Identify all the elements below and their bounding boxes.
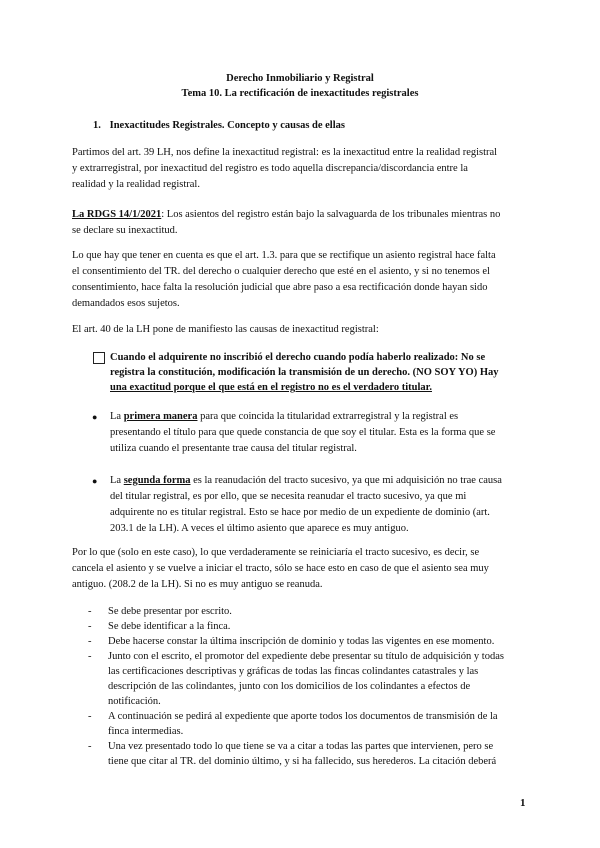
bullet-icon: ● [92,476,98,486]
page-number: 1 [520,797,526,809]
rdgs-reference: La RDGS 14/1/2021 [72,209,162,220]
text-fragment: para que coincida la titularidad extrarregistral y la registral es [197,411,459,422]
text-line: registra la constitución, modificación la transmisión de un derecho. (NO SOY YO) Hay [110,367,499,378]
list-item [88,604,538,619]
checkbox-item-text [110,350,540,395]
text-line: Lo que hay que tener en cuenta es que el art. 1.3. para que se rectifique un asiento registral hace falta [72,250,496,261]
paragraph-consentimiento [72,248,532,312]
bullet-item-segunda [110,473,540,537]
text-line: Cuando el adquirente no inscribió el derecho cuando podía haberlo realizado: No se [110,352,486,363]
requirements-list [88,604,538,769]
dash-marker: - [88,636,92,647]
dash-marker: - [88,711,92,722]
paragraph-art39 [72,145,532,193]
text-line: Una vez presentado todo lo que tiene se va a citar a todas las partes que intervienen, pero se [108,741,494,752]
text-line: : Los asientos del registro están bajo la salvaguarda de los tribunales mientras no [161,209,501,220]
paragraph-rdgs [72,207,532,239]
text-fragment: La [110,475,124,486]
list-item [88,709,538,739]
text-line: adquirente no es titular registral. Esto se hace por medio de un expediente de dominio (art. [110,507,490,518]
text-line: consentimiento, hace falta la resolución judicial que abre paso a esa rectificación donde hayan sido [72,282,488,293]
text-line: demandados esos sujetos. [72,298,180,309]
list-item [88,619,538,634]
text-line: Se debe identificar a la finca. [108,621,231,632]
section-heading [93,120,345,131]
paragraph-art40 [72,322,532,338]
text-line: 203.1 de la LH). A veces el último asiento que aparece es muy antiguo. [110,523,409,534]
text-line: finca intermedias. [108,726,184,737]
text-line: Junto con el escrito, el promotor del expediente debe presentar su título de adquisición y todas [108,651,504,662]
dash-marker: - [88,741,92,752]
text-line: notificación. [108,696,161,707]
text-line: utiliza cuando el presentante trae causa del titular registral. [110,443,357,454]
dash-marker: - [88,651,92,662]
text-line: descripción de las colindantes, junto con los domicilios de los colindantes a efectos de [108,681,471,692]
bullet-item-primera [110,409,540,457]
text-line: Partimos del art. 39 LH, nos define la inexactitud registral: es la inexactitud entre la realidad registral [72,147,498,158]
bullet-icon: ● [92,412,98,422]
text-line: El art. 40 de la LH pone de manifiesto las causas de inexactitud registral: [72,324,379,335]
text-line: presentando el título para que quede constancia de que soy el titular. Esta es la forma que se [110,427,496,438]
text-line: cancela el asiento y se vuelve a iniciar el tracto, sólo se hace esto en caso de que el asiento sea muy [72,563,489,574]
text-line: Por lo que (solo en este caso), lo que verdaderamente se reiniciaría el tracto sucesivo, es decir, se [72,547,480,558]
list-item [88,739,538,769]
dash-marker: - [88,621,92,632]
list-item [88,649,538,709]
text-fragment: es la reanudación del tracto sucesivo, ya que mi adquisición no trae causa [190,475,502,486]
text-line: se declare su inexactitud. [72,225,178,236]
text-fragment: La [110,411,124,422]
checkbox-icon [93,352,105,364]
list-item [88,634,538,649]
text-line: Debe hacerse constar la última inscripción de dominio y todas las vigentes en ese momento. [108,636,495,647]
text-line: el consentimiento del TR. del derecho o cualquier derecho que esté en el asiento, y si no tenemos el [72,266,490,277]
highlight-primera-manera: primera manera [123,411,198,422]
text-line: tiene que citar al TR. del dominio último, y si ha fallecido, sus herederos. La citación deberá [108,756,497,767]
text-line: Se debe presentar por escrito. [108,606,232,617]
section-title: Inexactitudes Registrales. Concepto y causas de ellas [109,120,345,131]
dash-marker: - [88,606,92,617]
text-line: del titular registral, es por ello, que se necesita reanudar el tracto sucesivo, ya que mi [110,491,467,502]
text-line: realidad y la realidad registral. [72,179,200,190]
section-number: 1. [93,120,101,131]
text-line: una exactitud porque el que está en el registro no es el verdadero titular. [110,382,432,393]
text-line: y extrarregistral, por inexactitud del registro es todo aquella discrepancia/discordancia entre la [72,163,468,174]
text-line: las certificaciones descriptivas y gráficas de todas las fincas colindantes catastrales y las [108,666,479,677]
text-line: antiguo. (208.2 de la LH). Si no es muy antiguo se reanuda. [72,579,323,590]
document-subtitle: Tema 10. La rectificación de inexactitudes registrales [181,88,419,99]
text-line: A continuación se pedirá al expediente que aporte todos los documentos de transmisión de la [108,711,498,722]
paragraph-tracto [72,545,532,593]
highlight-segunda-forma: segunda forma [123,475,191,486]
document-title: Derecho Inmobiliario y Registral [226,73,374,84]
